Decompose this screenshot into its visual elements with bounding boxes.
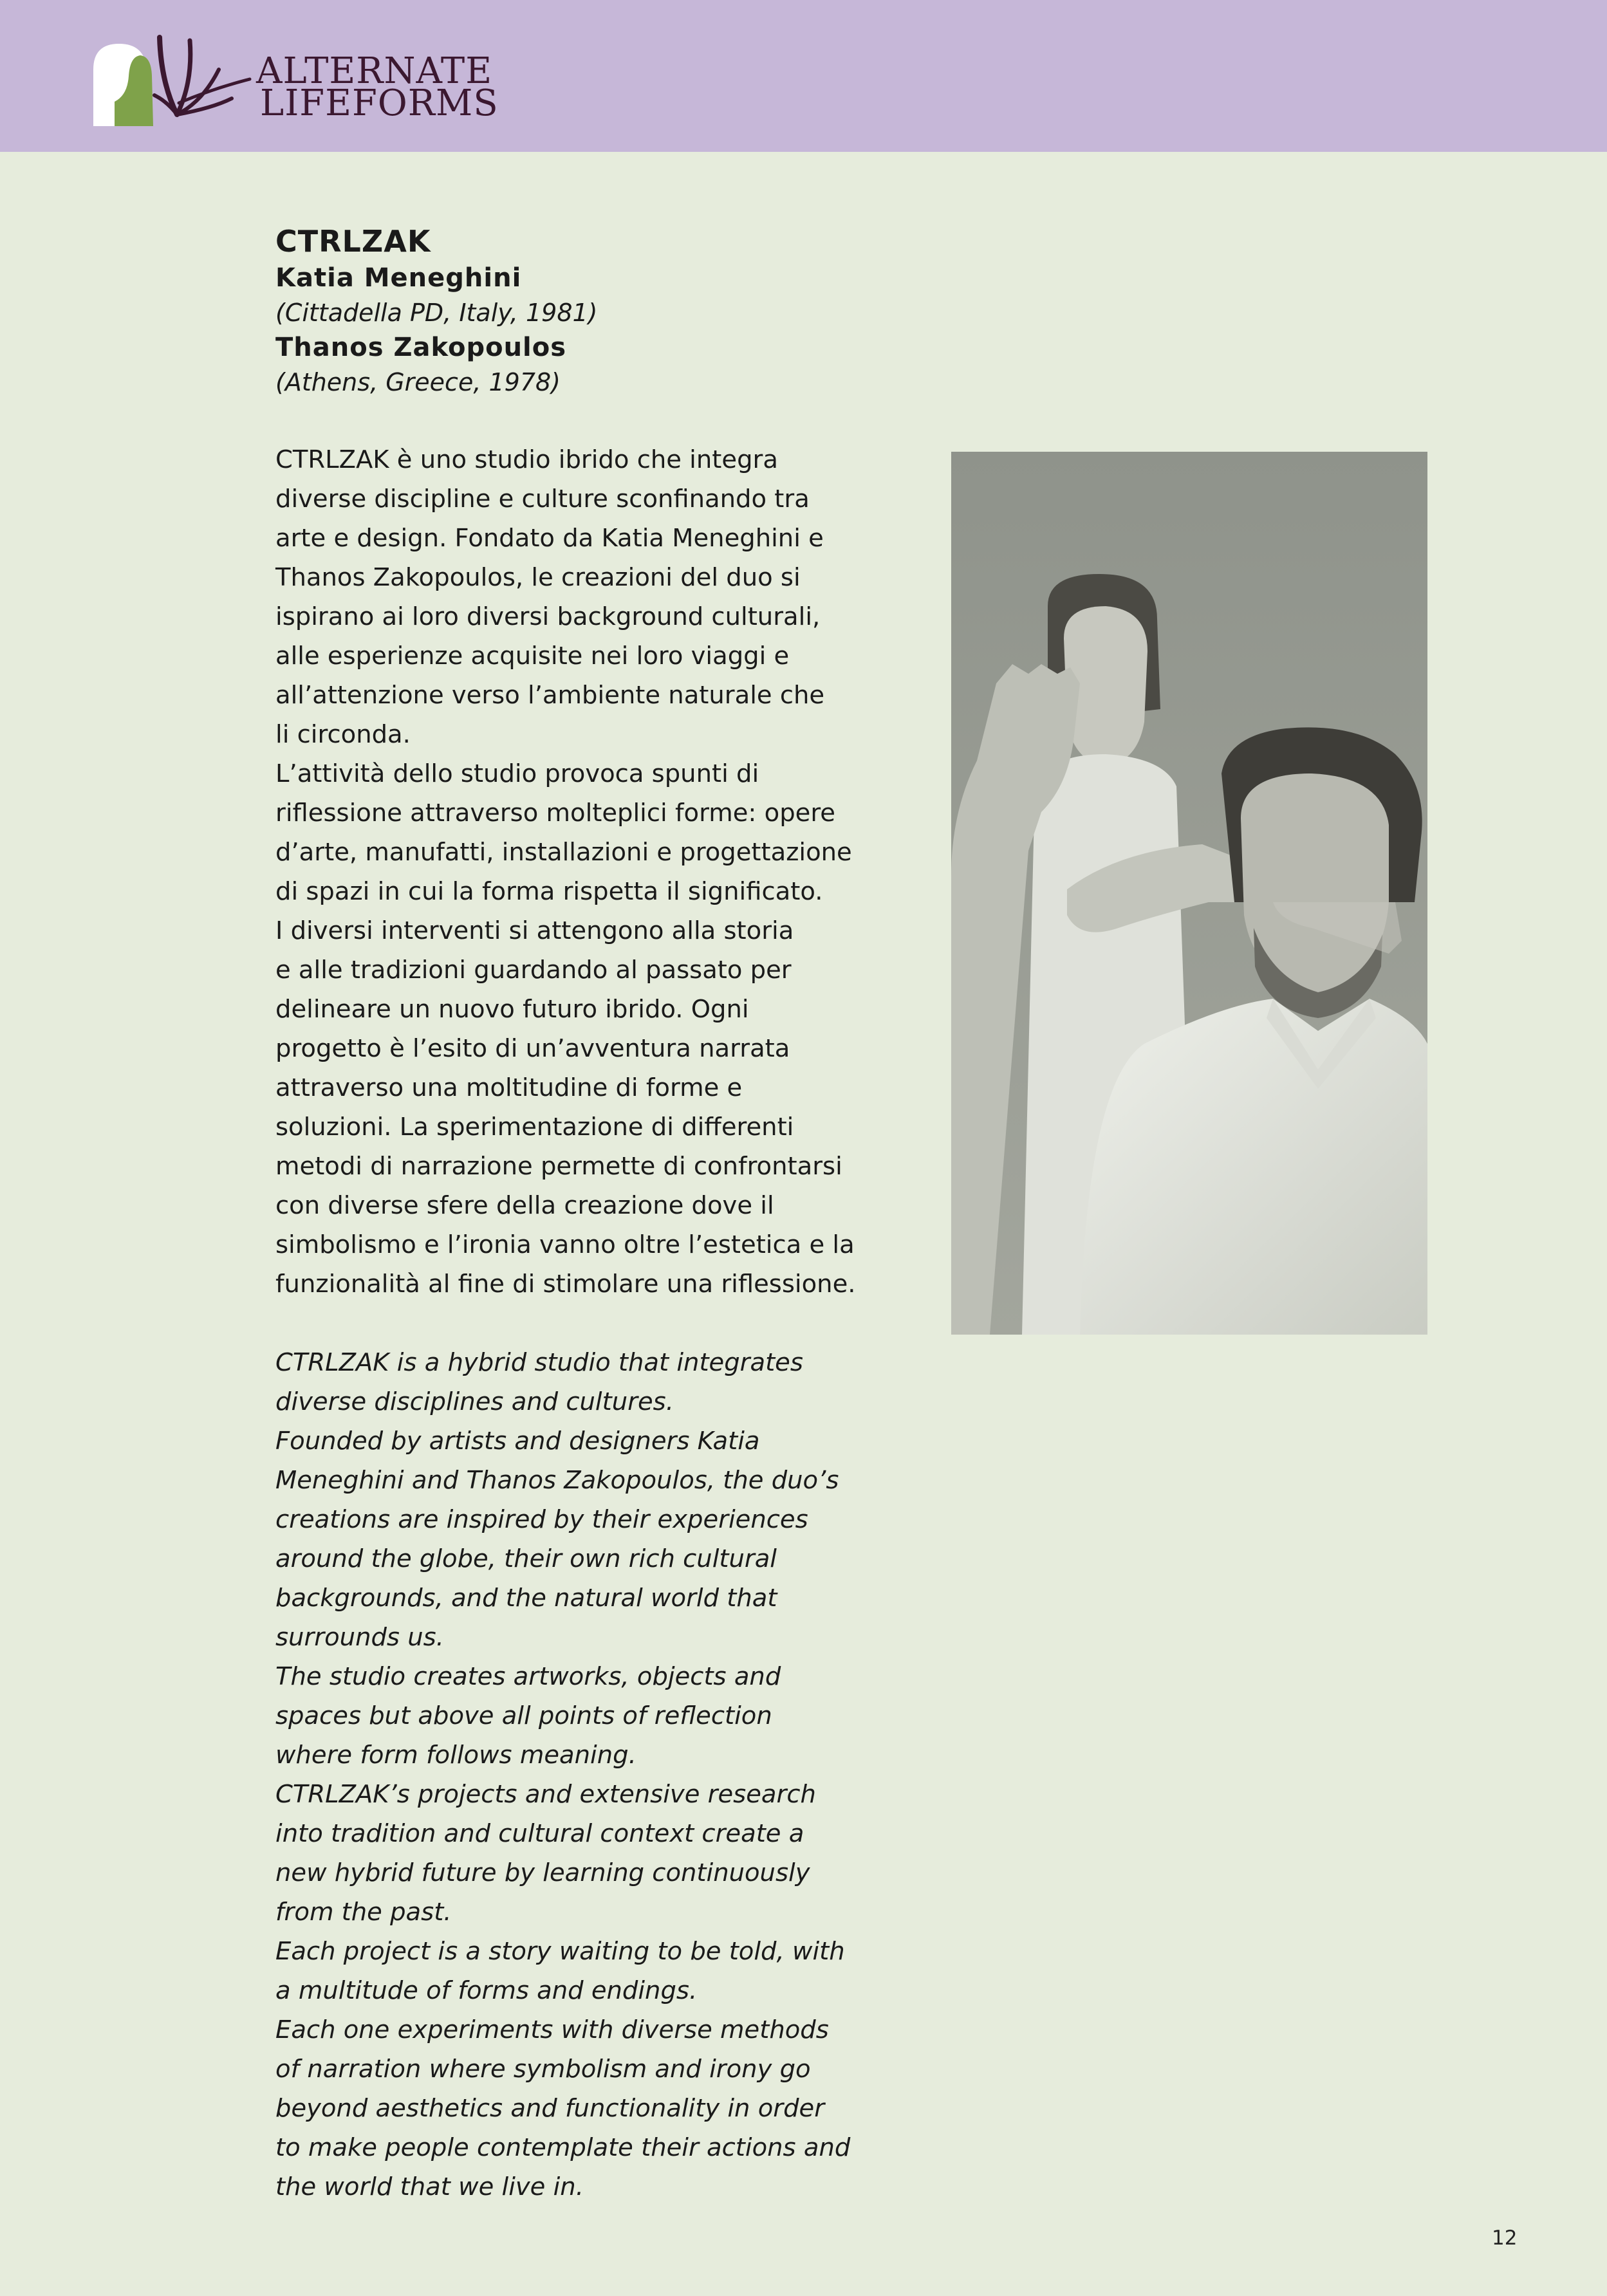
member-origin: (Cittadella PD, Italy, 1981): [275, 299, 598, 327]
member-origin: (Athens, Greece, 1978): [275, 368, 561, 396]
logo-mark-icon: [90, 31, 264, 134]
artist-profile: [275, 222, 919, 2207]
member-name: Thanos Zakopoulos: [275, 333, 567, 362]
bio-english: CTRLZAK is a hybrid studio that integrates diverse disciplines and cultures. Founded by artists and designers Katia Meneghini and Thanos Zakopoulos, the duo’s creations are inspired by their experiences around the globe, their own rich cultural backgrounds, and the natural world that surrounds us. The studio creates artworks, objects and spaces but above all points of reflection where form follows meaning. CTRLZAK’s projects and extensive research into tradition and cultural context create a new hybrid future by learning continuously from the past. Each project is a story waiting to be told, with a multitude of forms and endings. Each one experiments with diverse methods of narration where symbolism and irony go beyond aesthetics and functionality in order to make people contemplate their actions and the world that we live in.: [275, 1348, 851, 2201]
studio-name: CTRLZAK: [275, 224, 431, 259]
logo-line-1: ALTERNATE: [256, 50, 493, 92]
bio-italian: CTRLZAK è uno studio ibrido che integra diverse discipline e culture sconfinando tra arte e design. Fondato da Katia Meneghini e Thanos Zakopoulos, le creazioni del duo si ispirano ai loro diversi background culturali, alle esperienze acquisite nei loro viaggi e all’attenzione verso l’ambiente naturale che li circonda. L’attività dello studio provoca spunti di riflessione attraverso molteplici forme: opere d’arte, manufatti, installazioni e progettazione di spazi in cui la forma rispetta il significato. I diversi interventi si attengono alla storia e alle tradizioni guardando al passato per delineare un nuovo futuro ibrido. Ogni progetto è l’esito di un’avventura narrata attraverso una moltitudine di forme e soluzioni. La sperimentazione di differenti metodi di narrazione permette di confrontarsi con diverse sfere della creazione dove il simbolismo e l’ironia vanno oltre l’estetica e la funzionalità al fine di stimolare una riflessione.: [275, 445, 856, 1299]
alternate-lifeforms-logo: [90, 31, 515, 134]
logo-line-2: LIFEFORMS: [260, 82, 499, 124]
page-number: 12: [1492, 2227, 1518, 2250]
member-name: Katia Meneghini: [275, 263, 522, 293]
logo-wordmark: [256, 50, 499, 124]
artists-portrait-photo: [951, 452, 1427, 1335]
